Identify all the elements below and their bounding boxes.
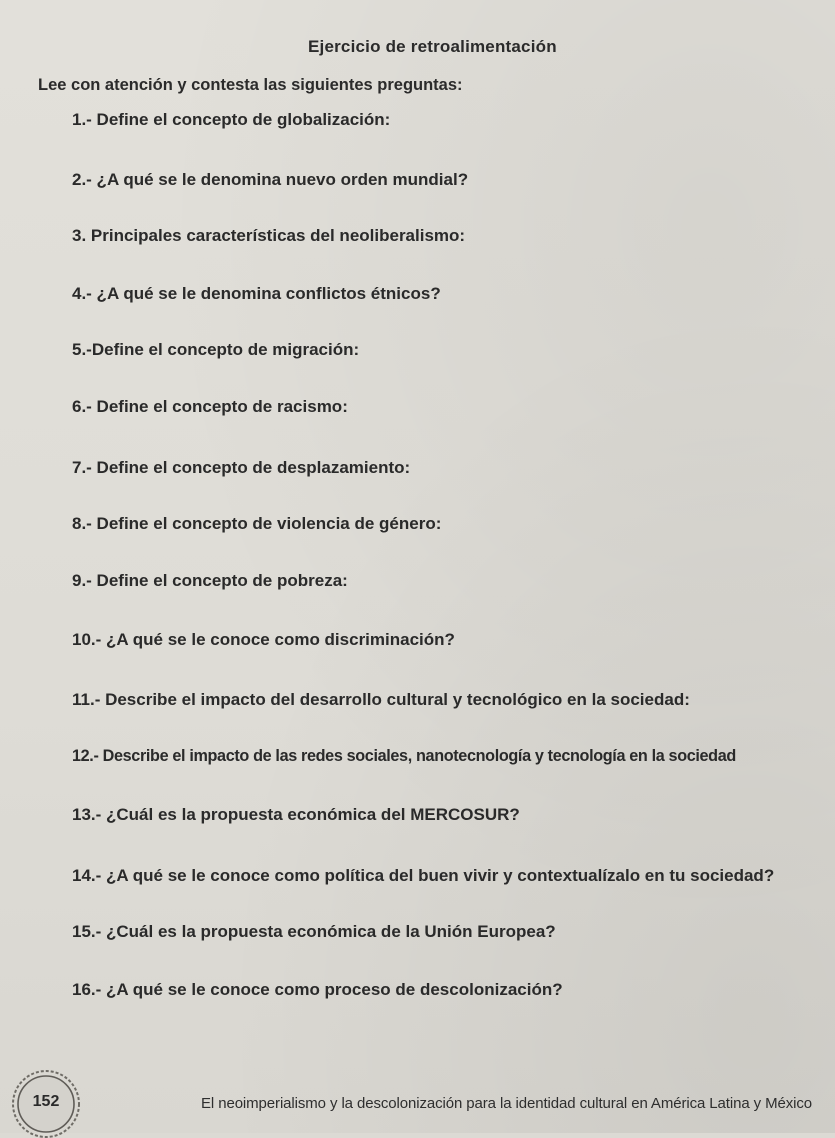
instructions-text: Lee con atención y contesta las siguientes preguntas: (38, 76, 463, 94)
question-10: 10.- ¿A qué se le conoce como discriminación? (72, 630, 455, 649)
question-4: 4.- ¿A qué se le denomina conflictos étnicos? (72, 284, 441, 303)
question-11: 11.- Describe el impacto del desarrollo cultural y tecnológico en la sociedad: (72, 690, 690, 709)
question-12: 12.- Describe el impacto de las redes sociales, nanotecnología y tecnología en la sociedad (72, 747, 736, 765)
page-number: 152 (32, 1093, 60, 1110)
question-16: 16.- ¿A qué se le conoce como proceso de descolonización? (72, 980, 563, 999)
question-6: 6.- Define el concepto de racismo: (72, 397, 348, 416)
question-8: 8.- Define el concepto de violencia de género: (72, 514, 442, 533)
question-15: 15.- ¿Cuál es la propuesta económica de la Unión Europea? (72, 922, 556, 941)
question-3: 3. Principales características del neoliberalismo: (72, 226, 466, 245)
question-13: 13.- ¿Cuál es la propuesta económica del MERCOSUR? (72, 805, 520, 824)
question-7: 7.- Define el concepto de desplazamiento: (72, 458, 411, 477)
question-2: 2.- ¿A qué se le denomina nuevo orden mundial? (72, 170, 469, 189)
question-1: 1.- Define el concepto de globalización: (72, 110, 391, 129)
question-5: 5.-Define el concepto de migración: (72, 340, 360, 359)
question-14: 14.- ¿A qué se le conoce como política del buen vivir y contextualízalo en tu sociedad? (72, 866, 775, 885)
page-title: Ejercicio de retroalimentación (308, 37, 557, 56)
question-9: 9.- Define el concepto de pobreza: (72, 571, 348, 590)
footer-text: El neoimperialismo y la descolonización para la identidad cultural en América Latina y México (201, 1095, 813, 1112)
